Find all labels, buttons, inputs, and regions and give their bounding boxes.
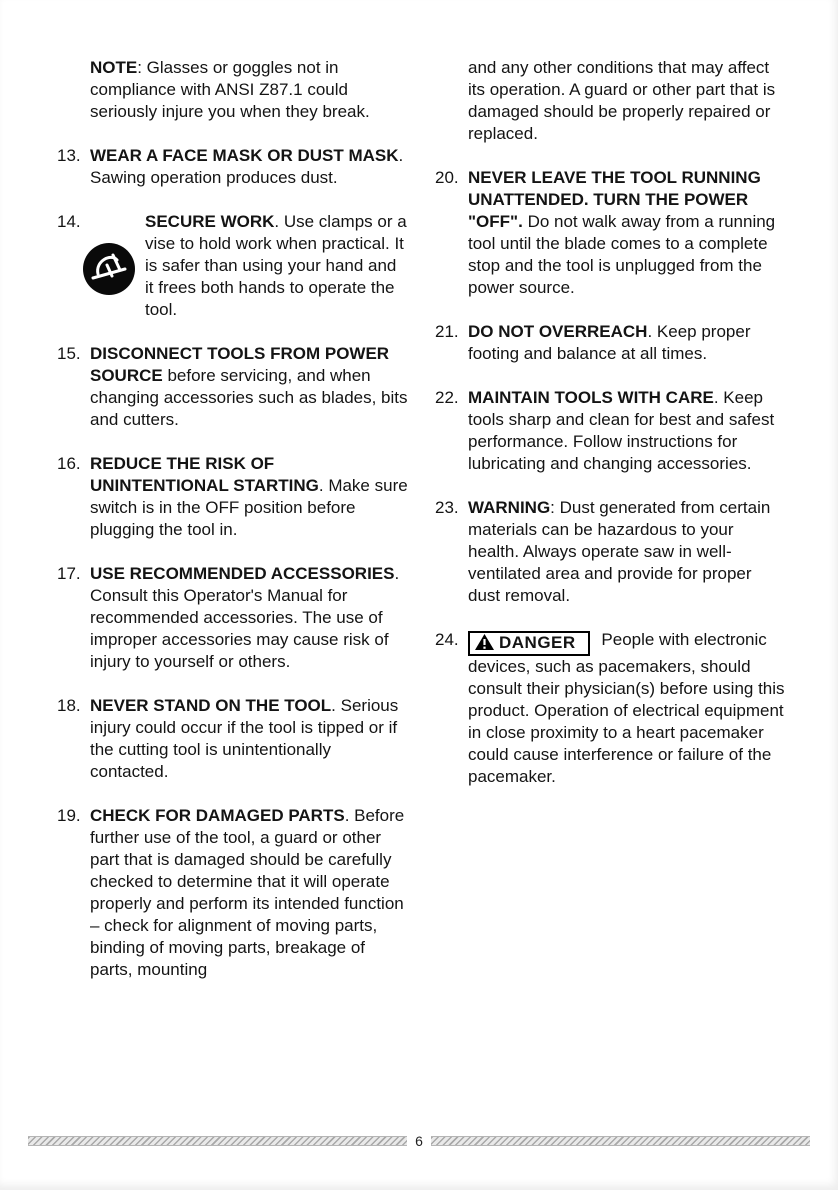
list-item-22: [435, 387, 787, 475]
list-item-16: [57, 453, 409, 541]
note-text: : Glasses or goggles not in compliance with ANSI Z87.1 could seriously injure you when they break.: [90, 58, 370, 121]
item-number: 19.: [57, 806, 81, 825]
page-footer: [28, 1134, 810, 1148]
item-number: 13.: [57, 146, 81, 165]
item-body: [145, 211, 409, 321]
item-heading: NEVER STAND ON THE TOOL: [90, 696, 332, 715]
danger-box: [468, 631, 590, 656]
item-number: 20.: [435, 168, 459, 187]
footer-hatch-bar-left: [28, 1136, 407, 1146]
list-item-18: [57, 695, 409, 783]
item-heading: SECURE WORK: [145, 212, 275, 231]
item-number: 14.: [57, 212, 81, 231]
item-text: . Use clamps or a vise to hold work when practical. It is safer than using your hand and it frees both hands to operate the tool.: [145, 212, 407, 319]
note-label: NOTE: [90, 58, 138, 77]
right-column: [435, 57, 787, 1003]
item-number: 21.: [435, 322, 459, 341]
item-number: 18.: [57, 696, 81, 715]
item-body: [90, 145, 409, 189]
item-body: [468, 167, 787, 299]
left-column: [57, 57, 409, 1003]
list-item-24: [435, 629, 787, 788]
item-heading: REDUCE THE RISK OF UNINTENTIONAL STARTING: [90, 454, 319, 495]
page-number: 6: [415, 1133, 423, 1149]
list-item-19: [57, 805, 409, 981]
item-heading: NEVER LEAVE THE TOOL RUNNING UNATTENDED. TURN THE POWER "OFF".: [468, 168, 761, 231]
item-text: : Dust generated from certain materials can be hazardous to your health. Always operate saw in well-ventilated area and provide for proper dust removal.: [468, 498, 771, 605]
item-body: [90, 695, 409, 783]
list-item-13: [57, 145, 409, 189]
item-text: . Sawing operation produces dust.: [90, 146, 404, 187]
list-item-14: [57, 211, 409, 321]
item-heading: MAINTAIN TOOLS WITH CARE: [468, 388, 714, 407]
item-number: 22.: [435, 388, 459, 407]
item-body: [468, 321, 787, 365]
item-text: People with electronic devices, such as pacemakers, should consult their physician(s) before using this product. Operation of electrical equipment in close proximity to a heart pacemaker could cause interference or failure of the pacemaker.: [468, 630, 785, 786]
clamp-icon: [83, 243, 135, 295]
item-body: [90, 343, 409, 431]
item-text: . Consult this Operator's Manual for recommended accessories. The use of improper accessories may cause risk of injury to yourself or others.: [90, 564, 400, 671]
footer-hatch-bar-right: [431, 1136, 810, 1146]
item-body: [468, 387, 787, 475]
item-body: [468, 629, 787, 788]
list-item-17: [57, 563, 409, 673]
item-body: [90, 805, 409, 981]
danger-label: DANGER: [499, 633, 576, 652]
item-number: 15.: [57, 344, 81, 363]
item-text: before servicing, and when changing accessories such as blades, bits and cutters.: [90, 366, 408, 429]
list-item-21: [435, 321, 787, 365]
item-heading: WARNING: [468, 498, 551, 517]
item-text: . Keep proper footing and balance at all times.: [468, 322, 751, 363]
item-heading: USE RECOMMENDED ACCESSORIES: [90, 564, 395, 583]
item-heading: DISCONNECT TOOLS FROM POWER SOURCE: [90, 344, 390, 385]
item-text: . Make sure switch is in the OFF position before plugging the tool in.: [90, 476, 408, 539]
item-text: . Keep tools sharp and clean for best and safest performance. Follow instructions for lubricating and changing accessories.: [468, 388, 775, 473]
item-heading: WEAR A FACE MASK OR DUST MASK: [90, 146, 399, 165]
item-body: [468, 497, 787, 607]
warning-triangle-icon: [475, 634, 494, 650]
list-item-23: [435, 497, 787, 607]
item-text: Do not walk away from a running tool until the blade comes to a complete stop and the tool is unplugged from the power source.: [468, 212, 776, 297]
item-number: 24.: [435, 630, 459, 649]
item-heading: DO NOT OVERREACH: [468, 322, 648, 341]
item-number: 23.: [435, 498, 459, 517]
list-item-20: [435, 167, 787, 299]
item-body: [90, 563, 409, 673]
item-number: 16.: [57, 454, 81, 473]
item-19-continuation: and any other conditions that may affect its operation. A guard or other part that is damaged should be properly repaired or replaced.: [468, 58, 776, 143]
item-text: . Before further use of the tool, a guard or other part that is damaged should be carefully checked to determine that it will operate properly and perform its intended function – check for alignment of moving parts, binding of moving parts, breakage of parts, mounting: [90, 806, 405, 979]
item-body: [90, 453, 409, 541]
item-text: . Serious injury could occur if the tool is tipped or if the cutting tool is unintentionally contacted.: [90, 696, 399, 781]
item-number: 17.: [57, 564, 81, 583]
note-paragraph: [57, 57, 409, 123]
list-item-15: [57, 343, 409, 431]
item-heading: CHECK FOR DAMAGED PARTS: [90, 806, 345, 825]
